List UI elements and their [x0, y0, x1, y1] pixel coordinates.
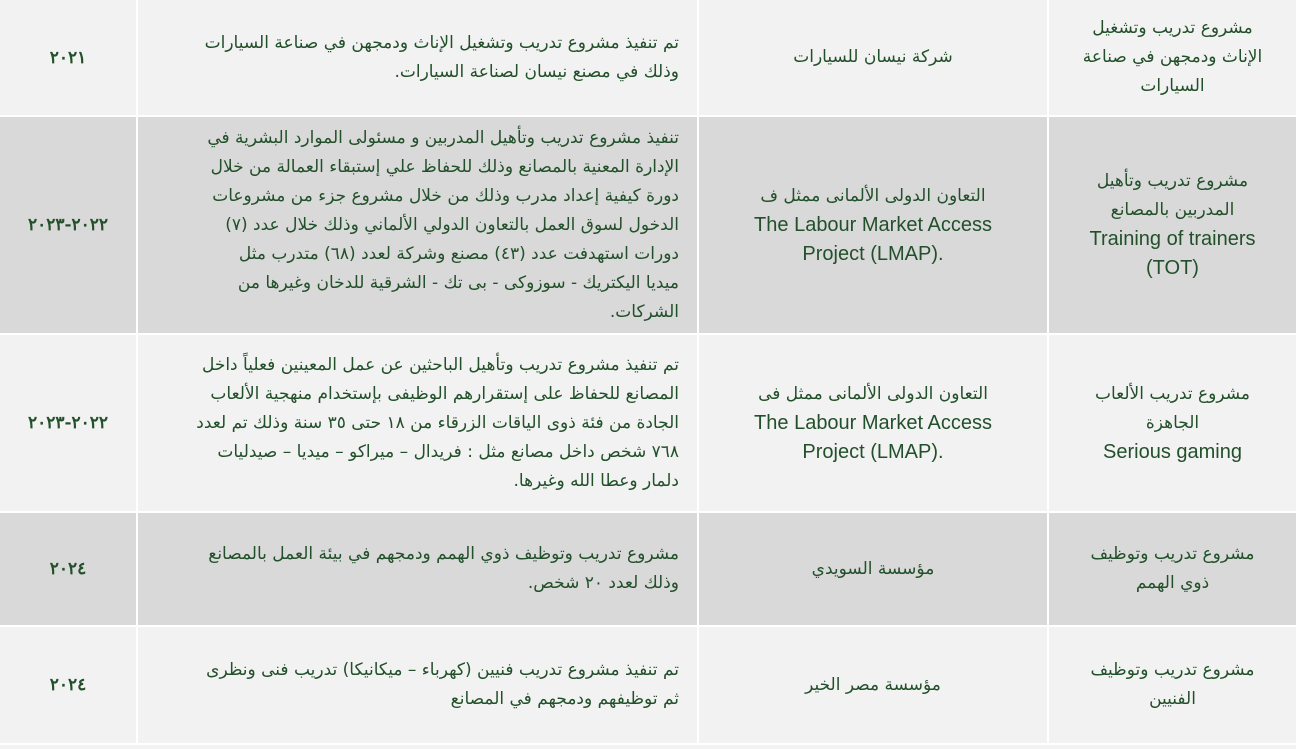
project-text: مشروع تدريب الألعاب الجاهزة — [1094, 383, 1251, 433]
partner-text: شركة نيسان للسيارات — [793, 47, 953, 67]
description-text: تم تنفيذ مشروع تدريب وتأهيل الباحثين عن عمل المعينين فعلياً داخل المصانع للحفاظ على إستقرارهم الوظيفى بإستخدام منهجية الألعاب الجادة من فئة ذوى الياقات الزرقاء من ١٨ حتى ٣٥ سنة وذلك تم لعدد ٧٦٨ شخص داخل مصانع مثل : فريدال – ميراكو – ميديا – صيدليات دلمار وعطا الله وغيرها. — [196, 354, 679, 491]
description-cell — [136, 117, 697, 333]
description-text: مشروع تدريب وتوظيف ذوي الهمم ودمجهم في بيئة العمل بالمصانع وذلك لعدد ٢٠ شخص. — [208, 544, 679, 593]
year-text: ٢٠٢٢-٢٠٢٣ — [27, 413, 109, 433]
partner-text: مؤسسة مصر الخير — [805, 674, 941, 695]
partner-english-line: The Labour Market Access — [754, 411, 992, 434]
project-text: مشروع تدريب وتأهيل المدربين بالمصانع — [1096, 171, 1249, 220]
description-text: تم تنفيذ مشروع تدريب وتشغيل الإناث ودمجهن في صناعة السيارات وذلك في مصنع نيسان لصناعة السيارات. — [204, 32, 679, 82]
table-row — [0, 513, 1296, 627]
year-cell — [0, 117, 136, 333]
year-cell — [0, 0, 136, 115]
year-cell — [0, 335, 136, 511]
description-text: تنفيذ مشروع تدريب وتأهيل المدربين و مسئولى الموارد البشرية في الإدارة المعنية بالمصانع وذلك للحفاظ علي إستبقاء العمالة من خلال دورة كيفية إعداد مدرب وذلك من خلال مشروع جزء من مشروعات الدخول لسوق العمل بالتعاون الدولي الألماني وذلك خلال عدد (٧) دورات استهدفت عدد (٤٣) مصنع وشركة لعدد (٦٨) متدرب مثل ميديا اليكتريك - سوزوكى - بى تك - الشرقية للدخان وغيرها من الشركات. — [207, 127, 679, 322]
description-cell — [136, 513, 697, 625]
description-text: تم تنفيذ مشروع تدريب فنيين (كهرباء – ميكانيكا) تدريب فنى ونظرى ثم توظيفهم ودمجهم في المصانع — [206, 660, 679, 709]
project-cell — [1047, 513, 1296, 625]
description-cell — [136, 335, 697, 511]
year-cell — [0, 513, 136, 625]
year-cell — [0, 627, 136, 743]
year-text: ٢٠٢٤ — [49, 675, 87, 695]
project-cell — [1047, 627, 1296, 743]
year-text: ٢٠٢١ — [49, 47, 87, 68]
partner-cell — [697, 117, 1047, 333]
partner-cell — [697, 627, 1047, 743]
project-english-line: Training of trainers — [1089, 228, 1256, 250]
project-english-line: (TOT) — [1146, 257, 1199, 279]
partner-text: التعاون الدولى الألمانى ممثل فى — [758, 383, 988, 404]
project-cell — [1047, 117, 1296, 333]
partner-english-line: Project (LMAP). — [802, 242, 944, 265]
partner-text: مؤسسة السويدي — [811, 558, 935, 579]
project-cell — [1047, 335, 1296, 511]
year-text: ٢٠٢٢-٢٠٢٣ — [27, 215, 109, 235]
project-text: مشروع تدريب وتوظيف ذوي الهمم — [1090, 544, 1255, 593]
partner-cell — [697, 335, 1047, 511]
partner-cell — [697, 513, 1047, 625]
description-cell — [136, 0, 697, 115]
table-row — [0, 117, 1296, 335]
project-text: مشروع تدريب وتشغيل الإناث ودمجهن في صناعة السيارات — [1082, 18, 1263, 96]
table-row — [0, 335, 1296, 513]
partner-english-line: Project (LMAP). — [802, 440, 944, 463]
partner-cell — [697, 0, 1047, 115]
project-cell — [1047, 0, 1296, 115]
table-row — [0, 0, 1296, 117]
year-text: ٢٠٢٤ — [49, 559, 87, 579]
description-cell — [136, 627, 697, 743]
partner-text: التعاون الدولى الألمانى ممثل ف — [760, 185, 986, 206]
table-row — [0, 627, 1296, 745]
project-english-line: Serious gaming — [1103, 440, 1242, 463]
partner-english-line: The Labour Market Access — [754, 213, 992, 236]
project-text: مشروع تدريب وتوظيف الفنيين — [1090, 660, 1255, 709]
